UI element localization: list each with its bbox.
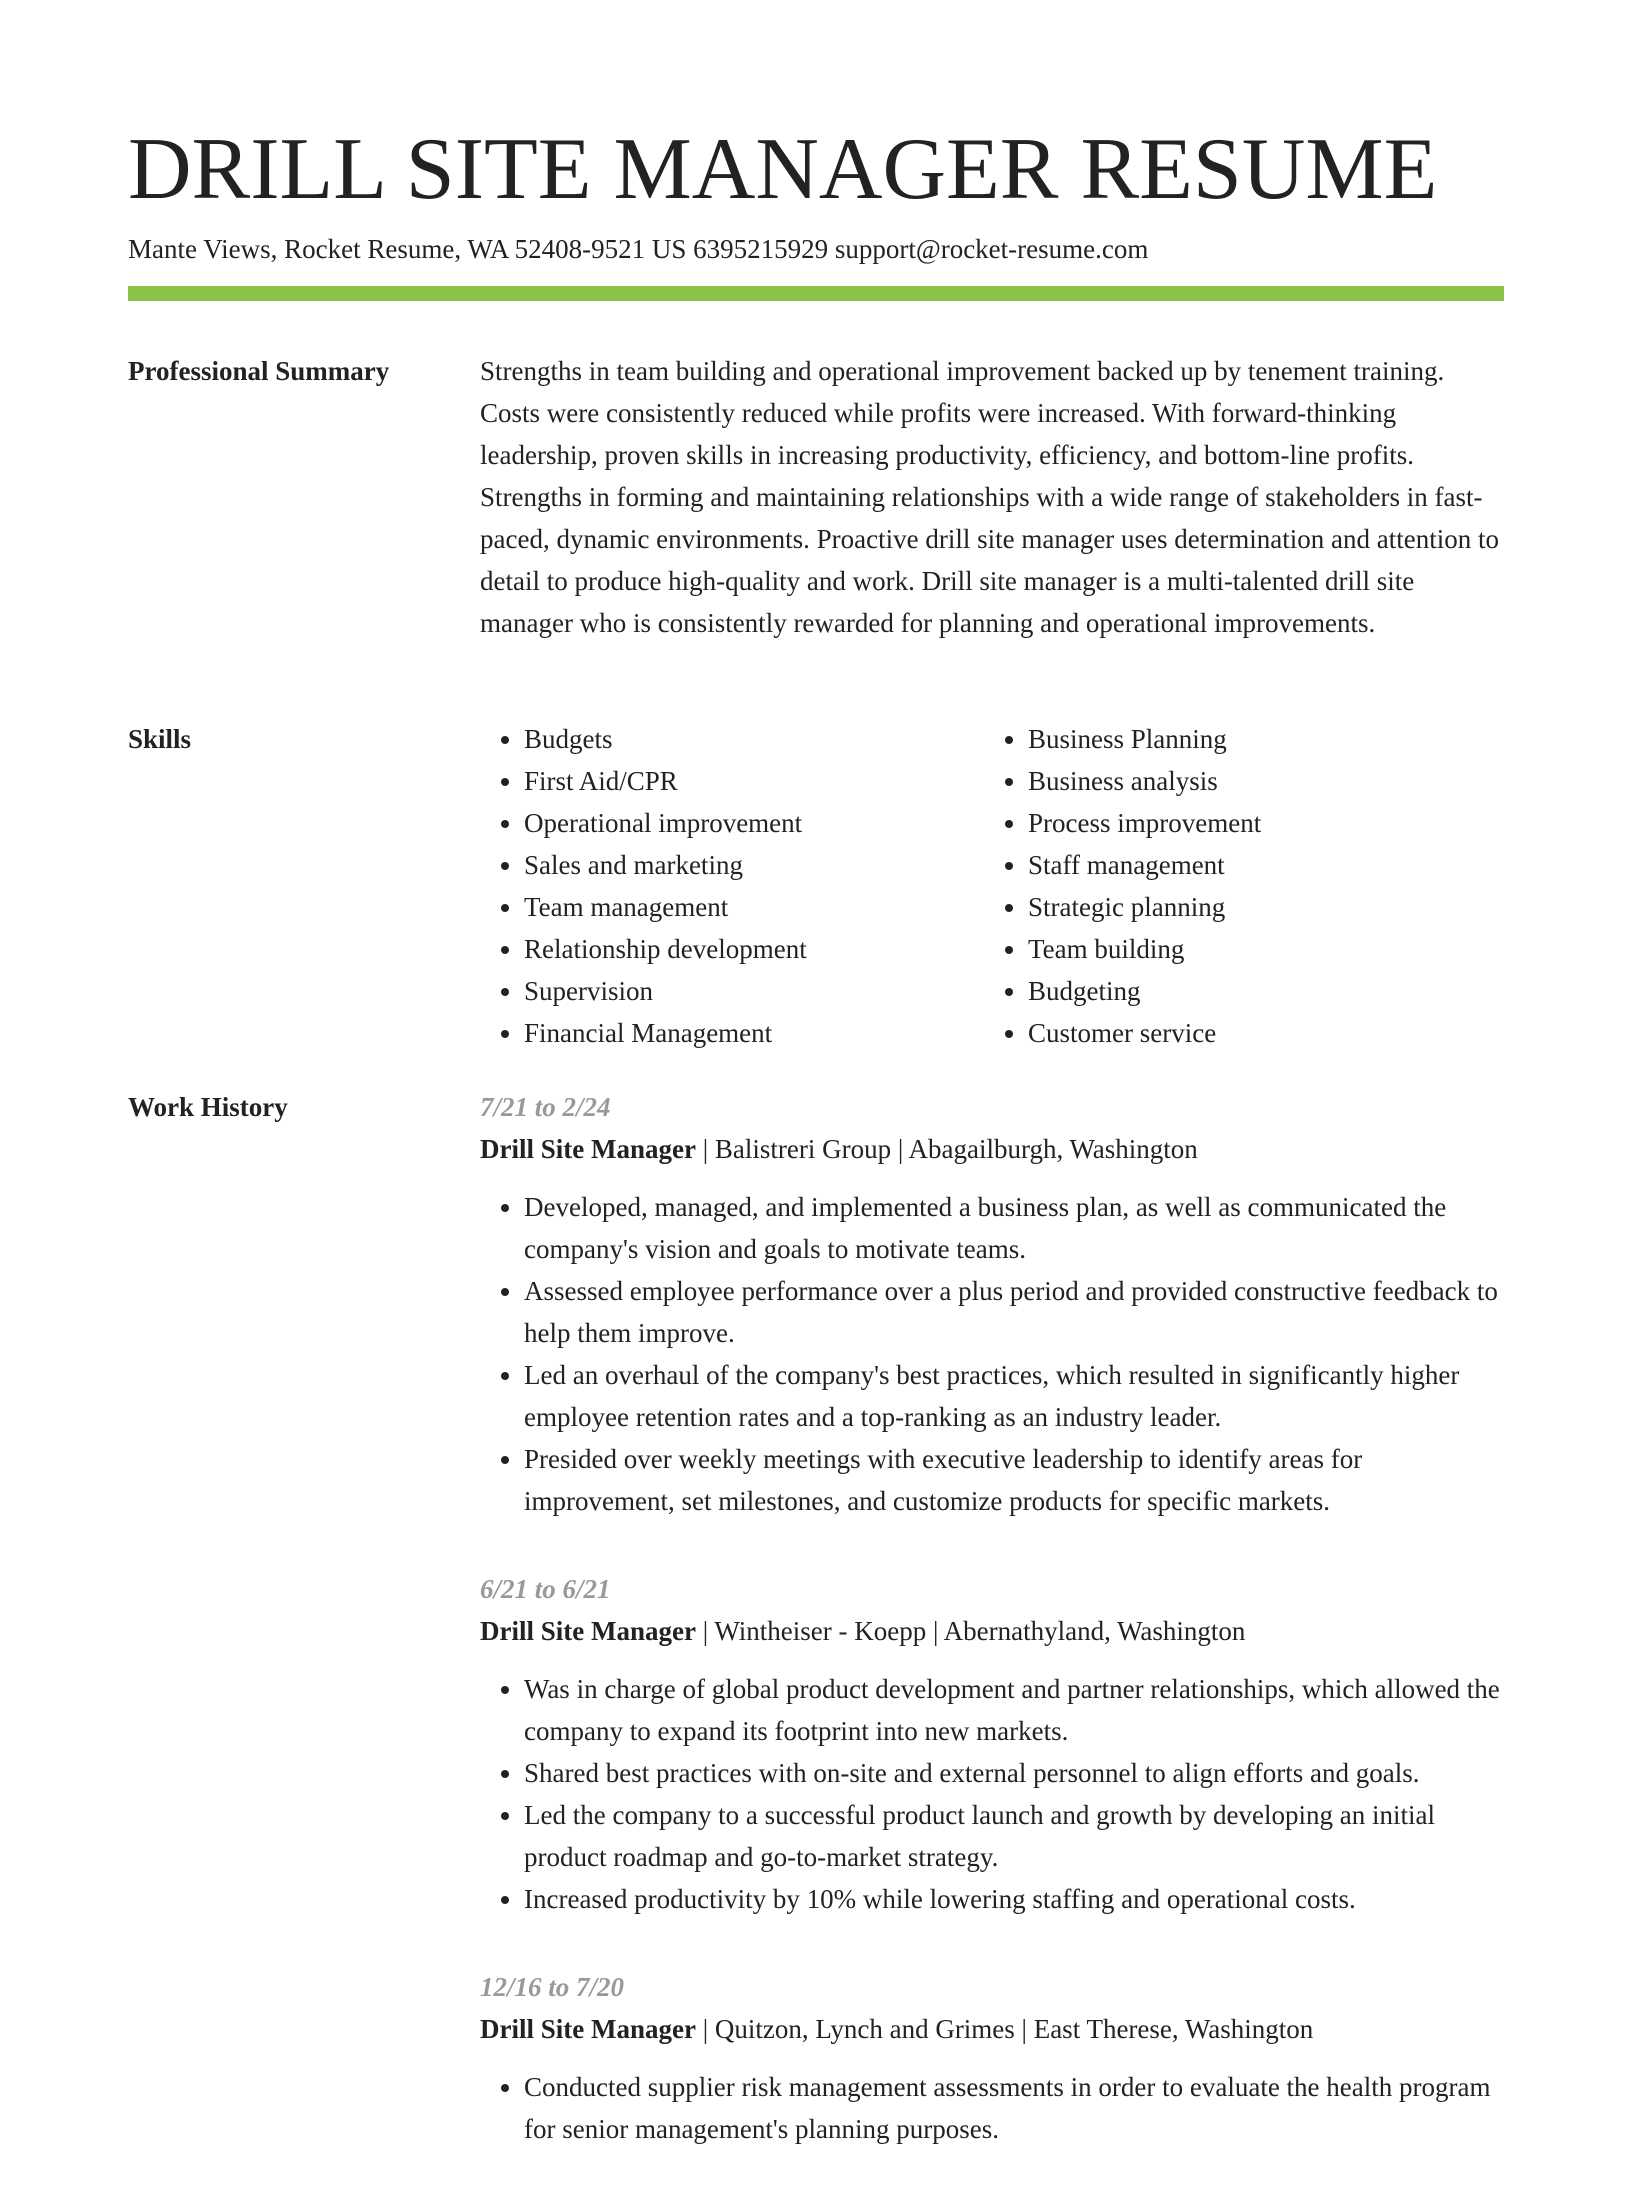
skills-list-left bbox=[480, 718, 984, 1054]
job-bullets bbox=[480, 1668, 1506, 1920]
skill-item: • First Aid/CPR bbox=[524, 760, 984, 802]
skill-item: • Strategic planning bbox=[1028, 886, 1508, 928]
summary-text: Strengths in team building and operational improvement backed up by tenement training. Costs were consistently reduced while profits were increased. With forward-thinking leadership, proven skills in increasing productivity, efficiency, and bottom-line profits. Strengths in forming and maintaining relationships with a wide range of stakeholders in fast-paced, dynamic environments. Proactive drill site manager uses determination and attention to detail to produce high-quality and work. Drill site manager is a multi-talented drill site manager who is consistently rewarded for planning and operational improvements. bbox=[480, 356, 1499, 638]
job-bullet: • Increased productivity by 10% while lowering staffing and operational costs. bbox=[524, 1878, 1506, 1920]
accent-divider bbox=[128, 286, 1504, 301]
skill-item: • Supervision bbox=[524, 970, 984, 1012]
job-dates: 7/21 to 2/24 bbox=[480, 1092, 611, 1122]
section-label-skills: Skills bbox=[128, 724, 192, 754]
skill-item: • Customer service bbox=[1028, 1012, 1508, 1054]
summary-section bbox=[480, 350, 1506, 644]
job-heading bbox=[480, 2008, 1506, 2050]
job-employer-location: | Wintheiser - Koepp | Abernathyland, Washington bbox=[695, 1616, 1246, 1646]
job-bullet: • Was in charge of global product development and partner relationships, which allowed the company to expand its footprint into new markets. bbox=[524, 1668, 1506, 1752]
skill-item: • Financial Management bbox=[524, 1012, 984, 1054]
job-heading bbox=[480, 1610, 1506, 1652]
skill-item: • Process improvement bbox=[1028, 802, 1508, 844]
job-heading bbox=[480, 1128, 1506, 1170]
skill-item: • Budgeting bbox=[1028, 970, 1508, 1012]
section-label-work-history: Work History bbox=[128, 1092, 288, 1122]
job-bullet: • Presided over weekly meetings with executive leadership to identify areas for improvement, set milestones, and customize products for specific markets. bbox=[524, 1438, 1506, 1522]
job-bullet: • Led an overhaul of the company's best practices, which resulted in significantly higher employee retention rates and a top-ranking as an industry leader. bbox=[524, 1354, 1506, 1438]
skill-item: • Relationship development bbox=[524, 928, 984, 970]
skill-item: • Team management bbox=[524, 886, 984, 928]
job-entry bbox=[480, 1086, 1506, 1522]
job-title: Drill Site Manager bbox=[480, 1616, 696, 1646]
job-employer-location: | Quitzon, Lynch and Grimes | East Therese, Washington bbox=[695, 2014, 1314, 2044]
job-bullet: • Developed, managed, and implemented a business plan, as well as communicated the company's vision and goals to motivate teams. bbox=[524, 1186, 1506, 1270]
job-bullet: • Led the company to a successful product launch and growth by developing an initial product roadmap and go-to-market strategy. bbox=[524, 1794, 1506, 1878]
job-bullet: • Conducted supplier risk management assessments in order to evaluate the health program for senior management's planning purposes. bbox=[524, 2066, 1506, 2150]
job-entry bbox=[480, 1568, 1506, 1920]
job-employer-location: | Balistreri Group | Abagailburgh, Washington bbox=[695, 1134, 1198, 1164]
job-entry bbox=[480, 1966, 1506, 2150]
job-title: Drill Site Manager bbox=[480, 1134, 696, 1164]
job-dates: 6/21 to 6/21 bbox=[480, 1574, 611, 1604]
resume-title: DRILL SITE MANAGER RESUME bbox=[128, 121, 1438, 218]
skill-item: • Staff management bbox=[1028, 844, 1508, 886]
skill-item: • Budgets bbox=[524, 718, 984, 760]
skill-item: • Operational improvement bbox=[524, 802, 984, 844]
work-history-section bbox=[480, 1086, 1506, 2196]
job-bullets bbox=[480, 2066, 1506, 2150]
job-bullet: • Shared best practices with on-site and external personnel to align efforts and goals. bbox=[524, 1752, 1506, 1794]
job-bullets bbox=[480, 1186, 1506, 1522]
skills-list-right bbox=[984, 718, 1508, 1054]
job-bullet: • Assessed employee performance over a plus period and provided constructive feedback to help them improve. bbox=[524, 1270, 1506, 1354]
skill-item: • Sales and marketing bbox=[524, 844, 984, 886]
section-label-summary: Professional Summary bbox=[128, 356, 390, 386]
job-dates: 12/16 to 7/20 bbox=[480, 1972, 625, 2002]
job-title: Drill Site Manager bbox=[480, 2014, 696, 2044]
skill-item: • Business analysis bbox=[1028, 760, 1508, 802]
skill-item: • Team building bbox=[1028, 928, 1508, 970]
skill-item: • Business Planning bbox=[1028, 718, 1508, 760]
contact-line: Mante Views, Rocket Resume, WA 52408-9521 US 6395215929 support@rocket-resume.com bbox=[128, 234, 1149, 264]
